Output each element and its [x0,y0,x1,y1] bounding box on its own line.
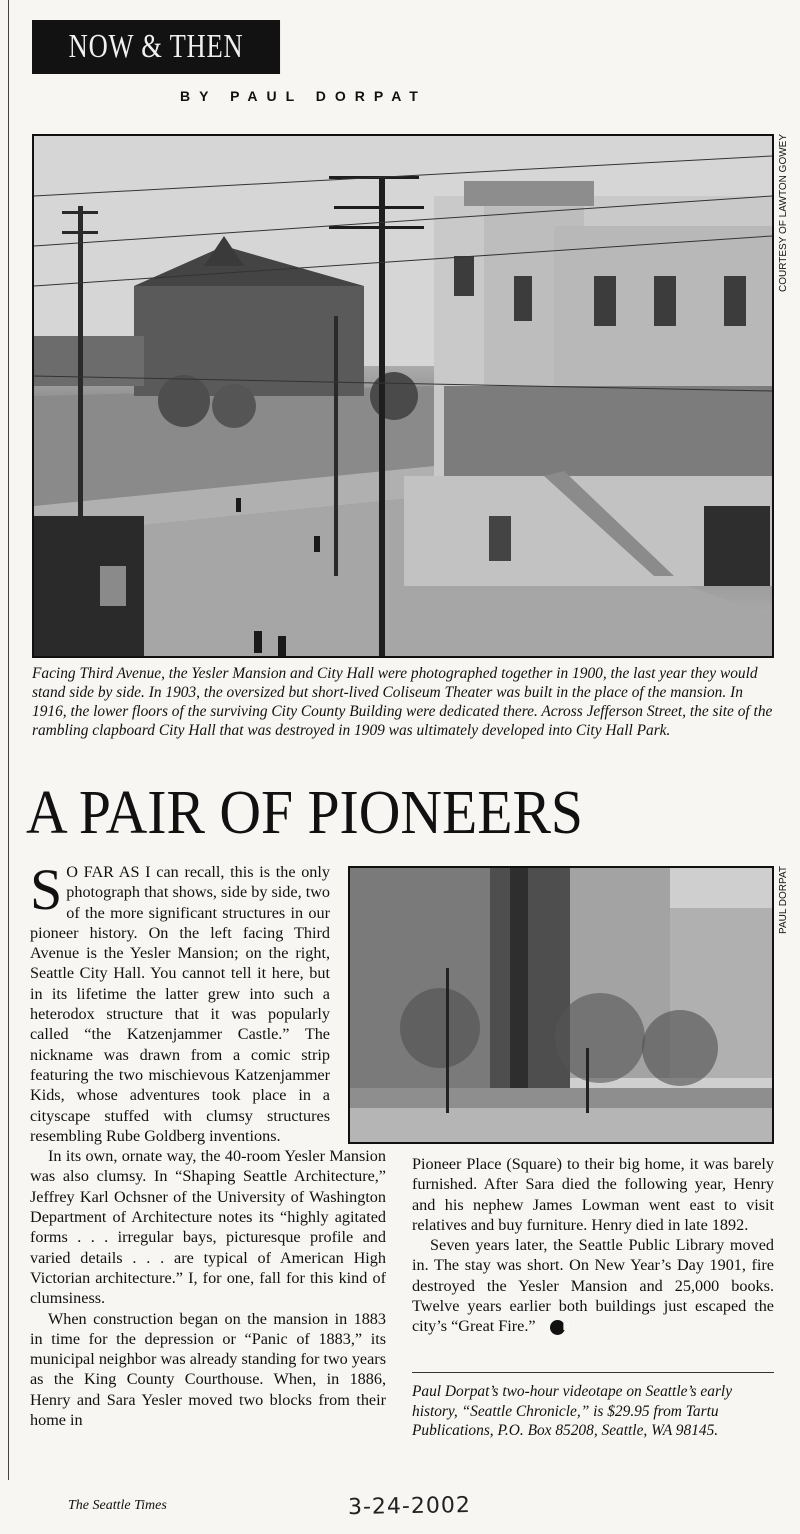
videotape-promo: Paul Dorpat’s two-hour videotape on Seattle’s early history, “Seattle Chronicle,” is $29.95 from Tartu Publications, P.O. Box 85208, Seattle, WA 98145. [412,1383,733,1439]
photo-credit-main-text: COURTESY OF LAWTON GOWEY [778,134,789,292]
article-lead-wrap [30,857,330,1146]
headline: A PAIR OF PIONEERS [26,779,584,847]
article-body-left-column [30,857,386,1430]
article-paragraph-1-text: O FAR AS I can recall, this is the only photograph that shows, side by side, two of the more significant structures in our pioneer history. On the left facing Third Avenue is the Yesler Mansion; on the right, Seattle City Hall. You cannot tell it here, but in its lifetime the latter grew into such a heterodox structure that it was popularly called “the Katzenjammer Castle.” The nickname was drawn from a comic strip featuring the two mischievous Katzenjammer Kids, whose adventures took place in a cityscape stuffed with clumsy structures resembling Rube Goldberg inventions. [30,863,330,1145]
article-paragraph-4: Pioneer Place (Square) to their big home, it was barely furnished. After Sara died the following year, Henry and his nephew James Lowman went east to visit relatives and buy furniture. Henry died in late 1892. [412,1155,774,1234]
photo-credit-main [778,134,792,304]
article-paragraph-2: In its own, ornate way, the 40-room Yesler Mansion was also clumsy. In “Shaping Seattle Architecture,” Jeffrey Karl Ochsner of the University of Washington Department of Architecture notes its “highly agitated forms . . . irregular bays, picturesque profile and varied details . . . are typical of American High Victorian architecture.” I, for one, fall for this kind of clumsiness. [30,1147,386,1308]
drop-cap: S [30,857,63,922]
byline: BY PAUL DORPAT [180,88,427,104]
modern-photo-city-hall-park [348,866,774,1144]
page-left-rule [8,0,9,1480]
article-paragraph-5-text: Seven years later, the Seattle Public Library moved in. The stay was short. On New Year’s Day 1901, fire destroyed the Yesler Mansion and 25,000 books. Twelve years earlier both buildings just escaped the city’s “Great Fire.” [412,1236,774,1336]
historic-photo-yesler-mansion-city-hall [32,134,774,658]
end-mark-icon: P [550,1320,565,1335]
historic-photo-illustration [34,136,772,656]
newspaper-name: The Seattle Times [68,1498,167,1513]
modern-photo-illustration [350,868,772,1142]
article-body-right-column [412,1154,774,1337]
article-paragraph-3: When construction began on the mansion in 1883 in time for the depression or “Panic of 1883,” its municipal neighbor was already standing for two years as the King County Courthouse. When, in 1886, Henry and Sara Yesler moved two blocks from their home in [30,1309,386,1430]
article-paragraph-1 [30,857,330,1146]
photo-credit-small-text: PAUL DORPAT [778,866,789,934]
column-label: NOW & THEN [32,20,280,74]
photo-credit-small [778,866,792,946]
promo-divider [412,1372,774,1373]
article-paragraph-5 [412,1235,774,1336]
handwritten-date: 3-24-2002 [347,1492,472,1521]
photo-caption: Facing Third Avenue, the Yesler Mansion and City Hall were photographed together in 1900, the last year they would stand side by side. In 1903, the oversized but short-lived Coliseum Theater was built in the place of the mansion. In 1916, the lower floors of the surviving City County Building were dedicated there. Across Jefferson Street, the site of the rambling clapboard City Hall that was destroyed in 1909 was ultimately developed into City Hall Park. [32,665,773,739]
